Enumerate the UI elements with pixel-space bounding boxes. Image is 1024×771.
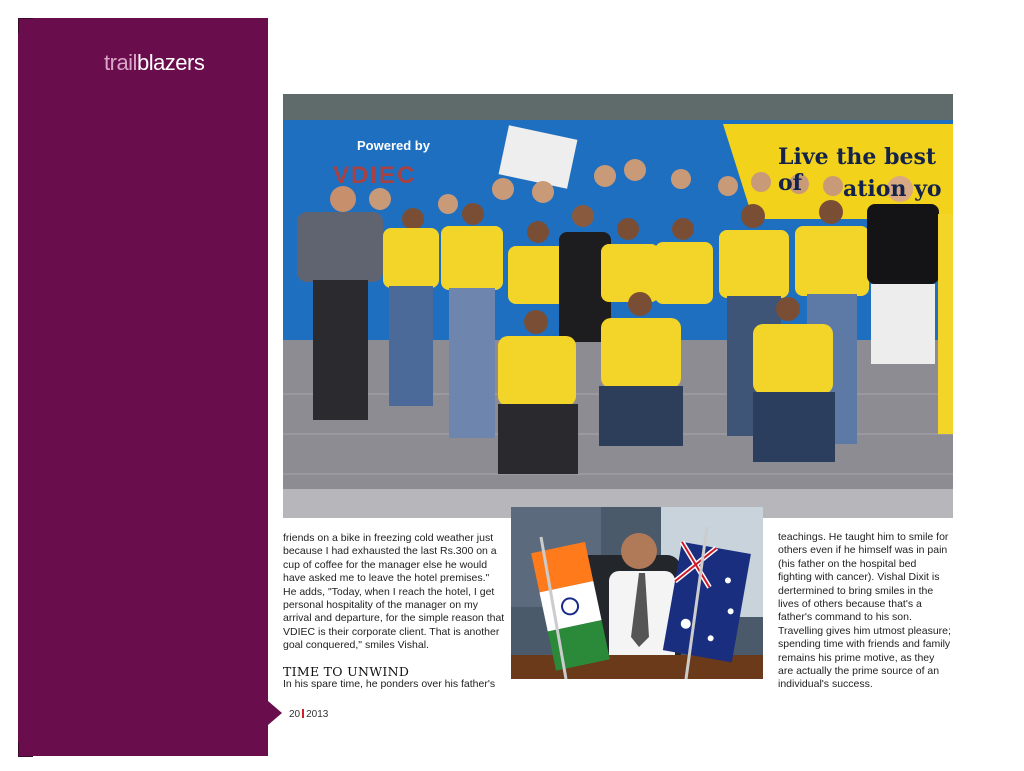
office-photo (511, 507, 763, 679)
page-number: 20 (289, 709, 301, 720)
article-paragraph: teachings. He taught him to smile for others even if he himself was in pain (his father on the hospital bed fighting with cancer). Vishal Dixit is dertermined to bring smiles in the lives of others because that's a father's command to his son. Travelling gives him utmost pleasure; spending time with friends and family remains his prime motive, as they are actually the prime source of an individual's success. (778, 531, 951, 691)
banner-powered-text: Powered by (357, 138, 430, 153)
subhead-time-to-unwind: TIME TO UNWIND (283, 663, 410, 679)
section-title-light: trail (104, 50, 137, 75)
article-column-1 (283, 532, 505, 691)
page-marker-arrow (268, 701, 282, 725)
banner-slogan-line1: Live the best of (778, 144, 937, 196)
section-title (104, 50, 204, 76)
article-paragraph-continued: In his spare time, he ponders over his father's (283, 678, 496, 691)
crop-mark-top (18, 18, 33, 33)
article-column-3 (778, 531, 952, 692)
section-title-strong: blazers (136, 50, 205, 75)
sidebar-panel (18, 18, 268, 756)
banner-slogan-line2: ation yo (843, 176, 942, 202)
page-folio (289, 709, 328, 720)
crop-mark-bottom (18, 742, 33, 757)
office-photo-illustration (511, 507, 763, 679)
folio-separator (302, 709, 304, 718)
group-photo (283, 94, 953, 518)
banner-logo: VDIEC (333, 162, 417, 189)
page-year: 2013 (306, 709, 329, 720)
article-paragraph: friends on a bike in freezing cold weather just because I had exhausted the last Rs.300 on a cup of coffee for the manager else he would have asked me to leave the hotel premises." He adds, "Today, when I reach the hotel, I get personal hospitality of the manager on my arrival and departure, for the simple reason that VDIEC is their corporate client. That is another goal conquered," smiles Vishal. (283, 532, 505, 652)
